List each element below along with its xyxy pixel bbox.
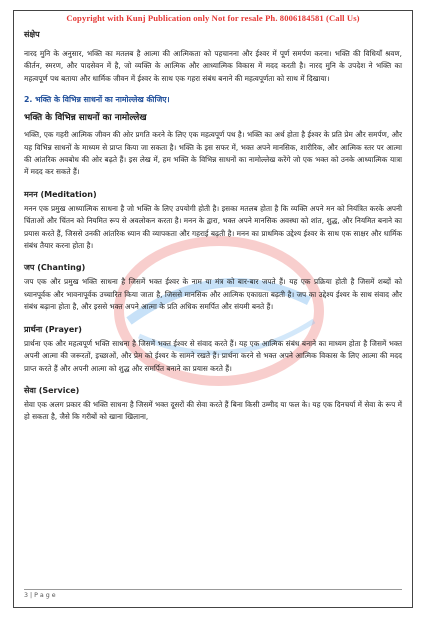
- service-paragraph: सेवा एक अलग प्रकार की भक्ति साधना है जिसमें भक्त दूसरों की सेवा करते हैं बिना किसी उम्मीद या फल के। यह एक दिनचर्या में सेवा के रूप में हो सकता है, जैसे कि गरीबों को खाना खिलाना,: [24, 399, 402, 422]
- chanting-paragraph: जप एक और प्रमुख भक्ति साधना है जिसमें भक्त ईश्वर के नाम या मंत्र को बार-बार जपते हैं। यह एक प्रक्रिया होती है जिसमें शब्दों को ध्यानपूर्वक और भावनापूर्वक उच्चारित किया जाता है, जिससे मानसिक और आत्मिक एकाग्रता बढ़ती है। जप का उद्देश्य ईश्वर के साथ संवाद और संबंध बढ़ाना होता है, और इससे भक्त अपने आत्मा के प्रति अधिक समर्पित और संयमी बनते हैं।: [24, 277, 402, 312]
- copyright-header: Copyright with Kunj Publication only Not for resale Ph. 8006184581 (Call Us): [66, 13, 360, 23]
- chanting-heading: जप (Chanting): [24, 263, 86, 273]
- document-page: [13, 10, 413, 608]
- intro-paragraph: नारद मुनि के अनुसार, भक्ति का मतलब है आत्मा की आत्मिकता को पहचानना और ईश्वर में पूर्ण समर्पण करना। भक्ति की विधियाँ श्रवण, कीर्तन, स्मरण, और पादसेवन में है, जो व्यक्ति के आत्मिक और आध्यात्मिक विकास में मदद करती है। नारद मुनि के उपदेश ने भक्ति का महत्वपूर्ण पथ बताया और धार्मिक जीवन में ईश्वर के साथ एक गहरा संबंध बनाने की महत्वपूर्णता को साथ में दिखाया।: [24, 49, 402, 83]
- meditation-heading: मनन (Meditation): [24, 189, 97, 199]
- section-intro-paragraph: भक्ति, एक गहरी आत्मिक जीवन की ओर प्रगति करने के लिए एक महत्वपूर्ण पथ है। भक्ति का अर्थ होता है ईश्वर के प्रति प्रेम और समर्पण, और यह विभिन्न साधनों के माध्यम से प्राप्त किया जा सकता है। भक्ति के इस सफर में, भक्त अपने मानसिक, शारीरिक, और आत्मिक स्तर पर आत्मा की आंतरिक अवबोध की ओर बढ़ते हैं। इस लेख में, हम भक्ति के विभिन्न साधनों का नामोल्लेख करेंगे जो एक भक्त को उनके आध्यात्मिक यात्रा में मदद कर सकते हैं।: [24, 130, 402, 177]
- prayer-heading: प्रार्थना (Prayer): [24, 324, 82, 334]
- section-title: भक्ति के विभिन्न साधनों का नामोल्लेख: [24, 113, 147, 124]
- summary-label: संक्षेप: [24, 30, 40, 39]
- page-content: [24, 29, 402, 434]
- prayer-paragraph: प्रार्थना एक और महत्वपूर्ण भक्ति साधना है जिसमें भक्त ईश्वर से संवाद करते हैं। यह एक आत्मिक संबंध बनाने का माध्यम होता है जिसमें भक्त अपनी आत्मा की जरूरतों, इच्छाओं, और प्रेम को ईश्वर के सामने रखते हैं। प्रार्थना करने से भक्त अपने आत्मिक विकास के लिए आत्मा की मदद प्राप्त करते हैं और अपनी आत्मा को शुद्ध और समर्पित बनाने का प्रयास करते हैं।: [24, 338, 402, 373]
- service-heading: सेवा (Service): [24, 385, 80, 395]
- page-footer: 3 | P a g e: [24, 589, 402, 599]
- question-heading: 2. भक्ति के विभिन्न साधनों का नामोल्लेख कीजिए।: [24, 95, 170, 105]
- meditation-paragraph: मनन एक प्रमुख आध्यात्मिक साधना है जो भक्ति के लिए उपयोगी होती है। इसका मतलब होता है कि व्यक्ति अपने मन को नियंत्रित करके अपनी चिंताओं और चिंतन को नियमित रूप से अवलोकन करता है। मनन के द्वारा, भक्त अपने मानसिक अवस्था को शांत, शुद्ध, और नियमित बनाने का प्रयास करते हैं, जिससे उनकी आंतरिक ध्यान की व्यापकता और गहराई बढ़ती है। मनन का प्राथमिक उद्देश्य ईश्वर के साथ एक साक्षर और धार्मिक संबंध तैयार करना होता है।: [24, 203, 402, 251]
